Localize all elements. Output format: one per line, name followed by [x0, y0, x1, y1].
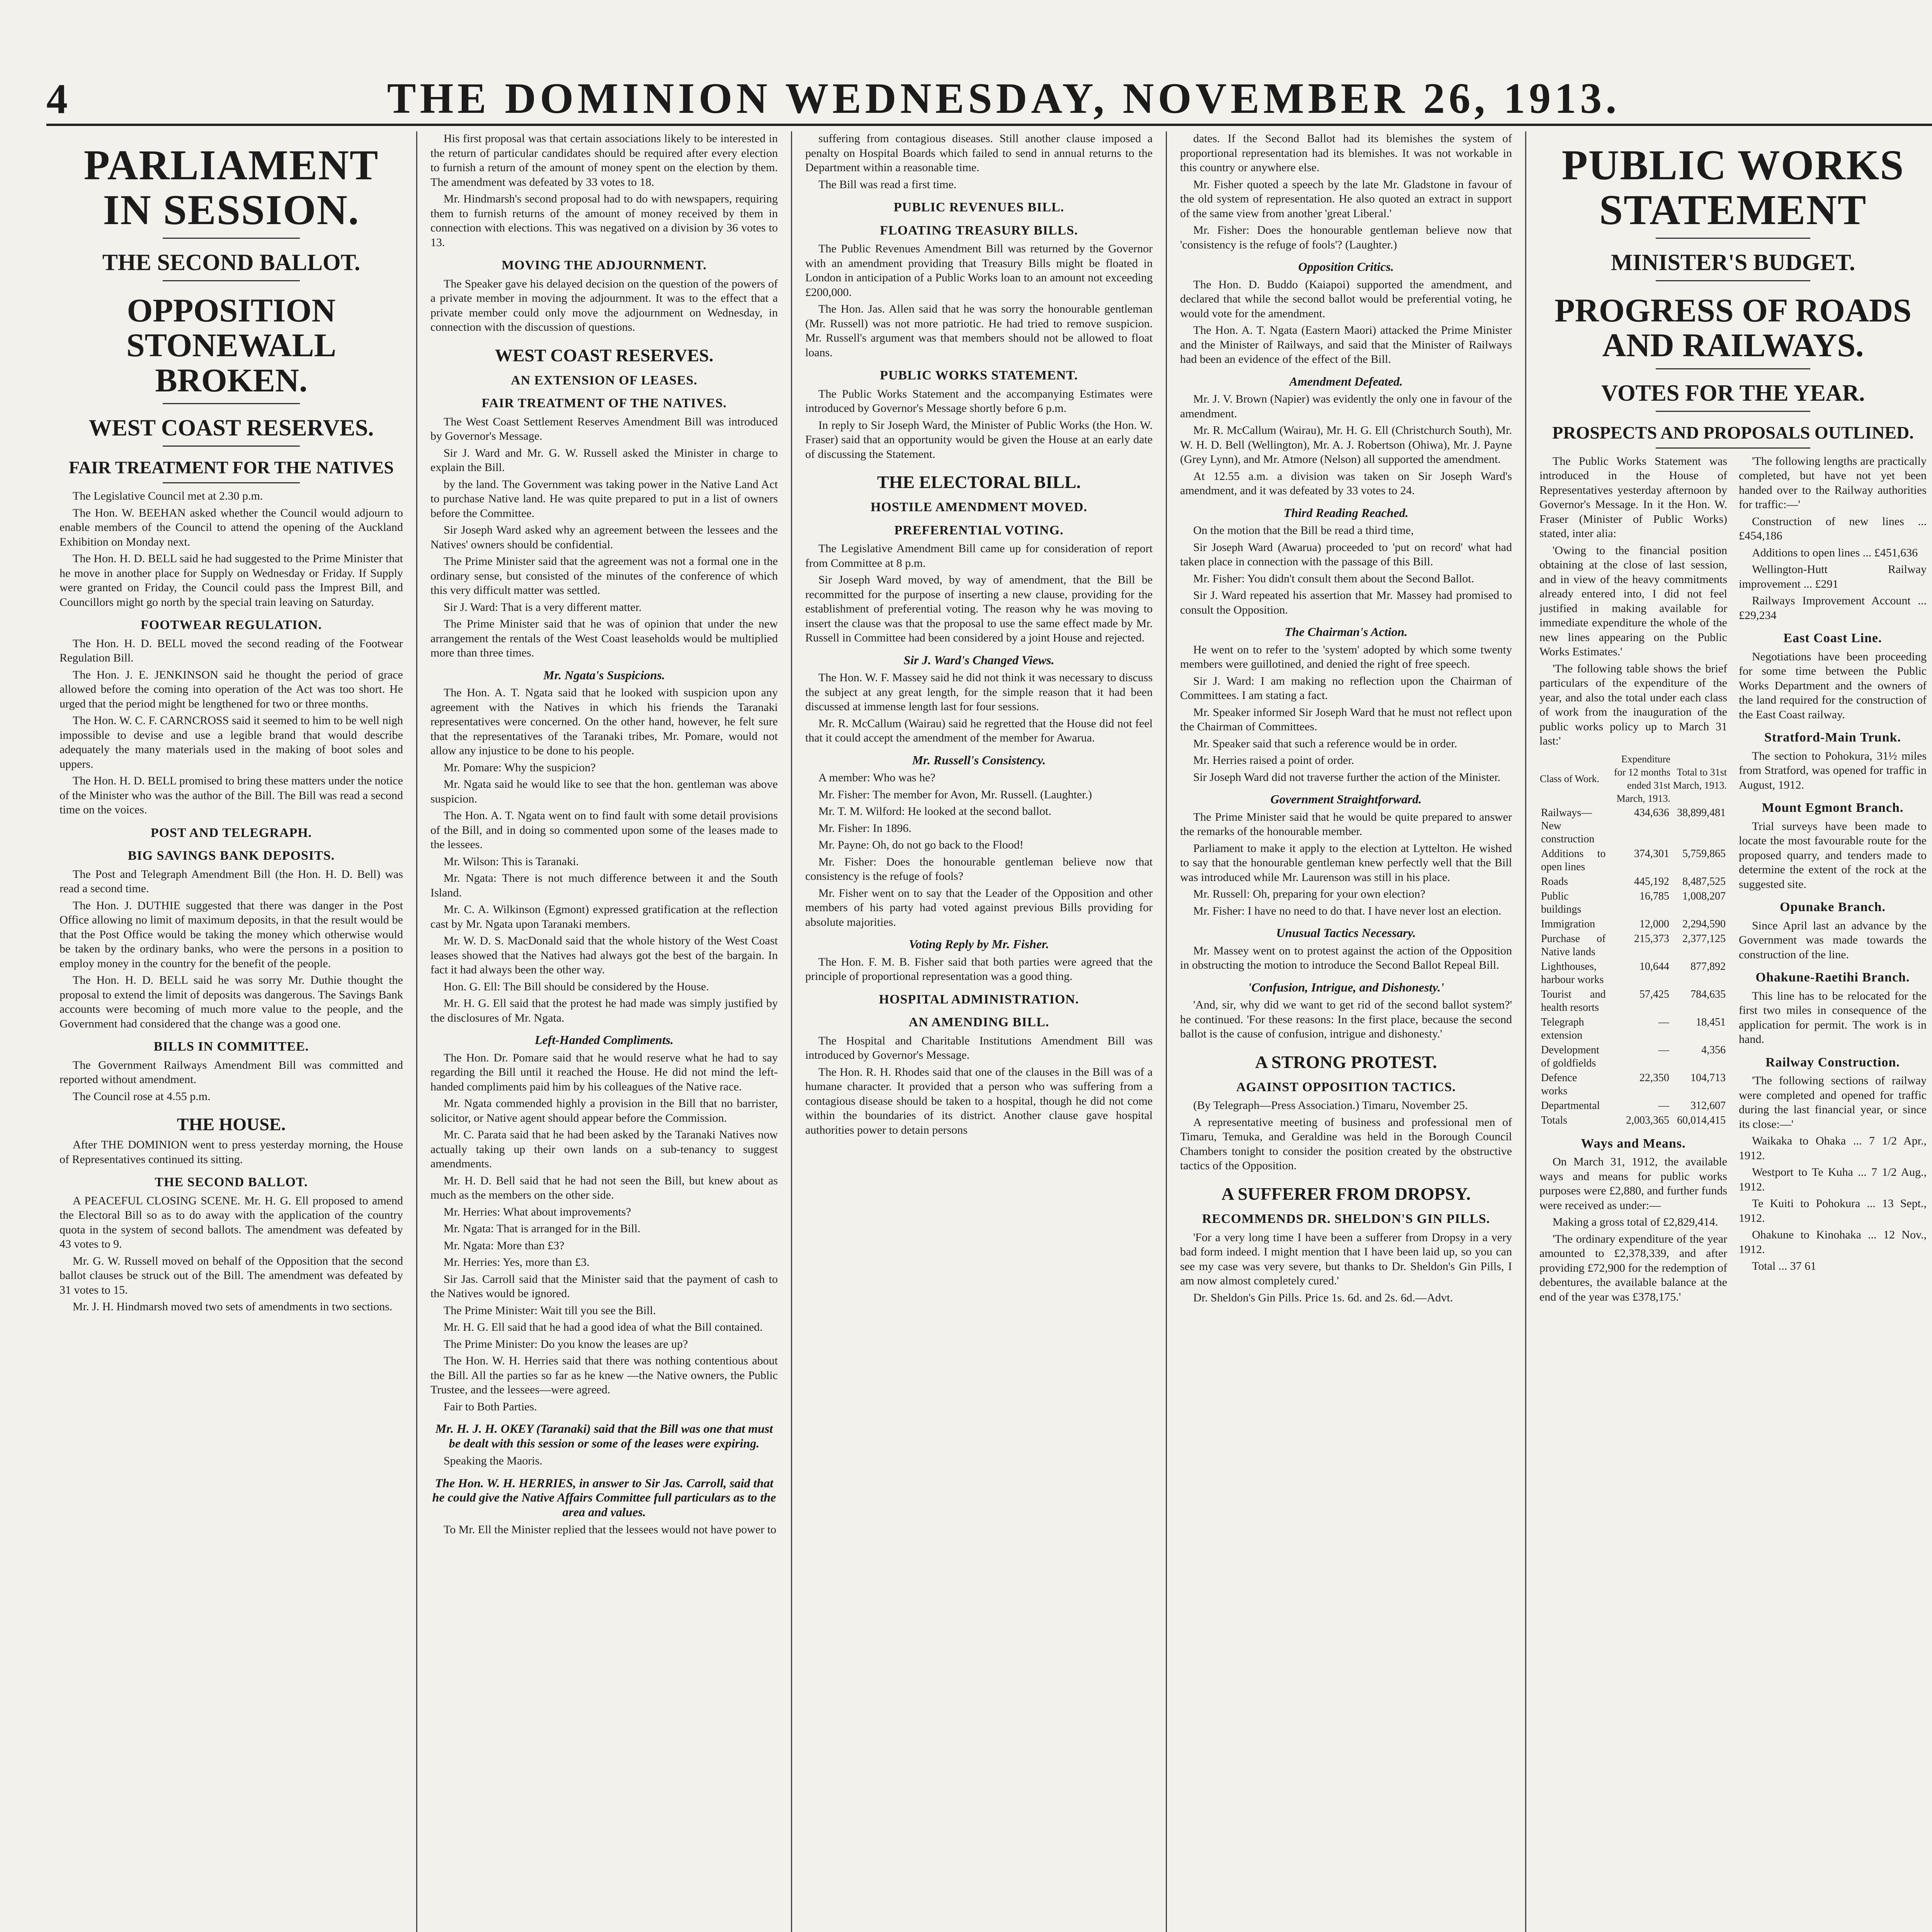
paragraph: Sir Joseph Ward (Awarua) proceeded to 'put on record' what had taken place in connection with the passage of this Bill. [1180, 541, 1512, 568]
paragraph: Sir J. Ward: That is a very different matter. [444, 600, 642, 614]
headline-strong-protest: A STRONG PROTEST. [1255, 1052, 1437, 1072]
paragraph: This line has to be relocated for the first two miles in consequence of the application for permit. The work is in hand. [1739, 989, 1927, 1046]
table-cell-amount: 2,003,365 [1626, 1114, 1669, 1126]
paragraph: The Hospital and Charitable Institutions Amendment Bill was introduced by Governor's Message. [805, 1034, 1153, 1062]
paragraph: Mr. R. McCallum (Wairau), Mr. H. G. Ell (Christchurch South), Mr. W. H. D. Bell (Wellington), Mr. A. J. Robertson (Ohiwa), Mr. J. Payne (Grey Lynn), and Mr. Atmore (Nelson) all supported the amendment. [1180, 424, 1512, 466]
paragraph: The Hon. D. Buddo (Kaiapoi) supported the amendment, and declared that while the second ballot would be preferential voting, he would vote for the amendment. [1180, 278, 1512, 320]
paragraph: The Hon. W. C. F. CARNCROSS said it seemed to him to be well nigh impossible to devise and use a legible brand that would describe adequately the many materials used in the making of boot soles and uppers. [60, 714, 403, 770]
subheading: Mr. Ngata's Suspicions. [543, 668, 665, 682]
paragraph: Making a gross total of £2,829,414. [1553, 1216, 1718, 1229]
paragraph: Mr. Wilson: This is Taranaki. [444, 855, 579, 868]
table-cell-amount: — [1658, 1099, 1669, 1112]
paragraph: Mr. C. A. Wilkinson (Egmont) expressed gratification at the reflection cast by Mr. Ngata upon Taranaki members. [430, 903, 778, 930]
divider [163, 446, 300, 447]
paragraph: In reply to Sir Joseph Ward, the Minister of Public Works (the Hon. W. Fraser) said that an opportunity would be given the House at an early date of discussing the Statement. [805, 418, 1153, 461]
paragraph: Mr. J. H. Hindmarsh moved two sets of amendments in two sections. [73, 1300, 393, 1313]
paragraph: Sir Jas. Carroll said that the Minister said that the payment of cash to the Natives would be ignored. [430, 1272, 778, 1300]
table-cell-amount: 877,892 [1690, 960, 1726, 973]
paragraph: by the land. The Government was taking power in the Native Land Act to purchase Native land. He was quite prepared to put in a list of owners before the Committee. [430, 478, 778, 520]
column-public-works [1526, 131, 1932, 1932]
table-cell-amount: 12,000 [1639, 918, 1669, 930]
paragraph: Sir J. Ward and Mr. G. W. Russell asked the Minister in charge to explain the Bill. [430, 446, 778, 474]
divider [163, 238, 300, 239]
headline-stonewall: OPPOSITION STONEWALL BROKEN. [126, 292, 337, 399]
paragraph: The Hon. Jas. Allen said that he was sorry the honourable gentleman (Mr. Russell) was not more patriotic. He had tried to remove suspicion. Mr. Russell's argument was that members should not be allowed to float loans. [805, 303, 1153, 359]
subheading: The Hon. W. H. HERRIES, in answer to Sir Jas. Carroll, said that he could give the Native Affairs Committee full particulars as to the area and values. [432, 1476, 776, 1519]
paragraph: Hon. G. Ell: The Bill should be considered by the House. [444, 980, 709, 993]
page-number: 4 [46, 75, 68, 122]
subheading: HOSPITAL ADMINISTRATION. [879, 992, 1079, 1007]
subheading: Opunake Branch. [1780, 900, 1886, 915]
headline-second-ballot: THE SECOND BALLOT. [102, 250, 361, 275]
paragraph: The Prime Minister said that he was of opinion that under the new arrangement the rentals of the West Coast leaseholds would be multiplied more than three times. [430, 617, 778, 660]
table-row [1539, 889, 1727, 917]
subheading: Mr. H. J. H. OKEY (Taranaki) said that the Bill was one that must be dealt with this session or some of the leases were expiring. [435, 1422, 773, 1450]
paragraph: Trial surveys have been made to locate the most favourable route for the proposed quarry, and tenders made to determine the extent of the rock at the suggested site. [1739, 820, 1927, 891]
paragraph: The Hon. A. T. Ngata went on to find fault with some detail provisions of the Bill, and in doing so commented upon some of the leases made to the lessees. [430, 809, 778, 851]
table-cell-amount: 2,294,590 [1682, 918, 1726, 930]
subheading: Left-Handed Compliments. [534, 1033, 674, 1047]
headline-electoral-bill: THE ELECTORAL BILL. [877, 472, 1081, 492]
paragraph: Mr. Pomare: Why the suspicion? [444, 761, 596, 774]
table-cell-amount: 1,008,207 [1682, 890, 1726, 902]
paragraph: Mr. Fisher: In 1896. [818, 821, 912, 835]
paragraph: The Hon. Dr. Pomare said that he would reserve what he had to say regarding the Bill until it reached the House. He did not mind the left-handed compliments paid him by his colleagues of the Native race. [430, 1051, 778, 1093]
paragraph: 'The following table shows the brief particulars of the expenditure of the year, and also the total under each class of work from the inauguration of the public works policy up to March 31 last:' [1539, 662, 1727, 748]
paragraph: Mr. Fisher: I have no need to do that. I have never lost an election. [1193, 904, 1502, 917]
headline-parliament: PARLIAMENT IN SESSION. [83, 141, 379, 233]
newspaper-title: THE DOMINION WEDNESDAY, NOVEMBER 26, 1913. [387, 75, 1621, 122]
subheading: AN EXTENSION OF LEASES. [511, 373, 697, 388]
paragraph: Mr. H. G. Ell said that he had a good idea of what the Bill contained. [444, 1321, 763, 1334]
table-cell-class: Telegraph extension [1541, 1016, 1584, 1041]
paragraph: He went on to refer to the 'system' adopted by which some twenty members were guillotined, and denied the right of free speech. [1180, 643, 1512, 670]
paragraph: Westport to Te Kuha ... 7 1/2 Aug., 1912. [1739, 1166, 1927, 1193]
table-row [1539, 874, 1727, 889]
paragraph: Sir J. Ward: I am making no reflection upon the Chairman of Committees. I am stating a fact. [1180, 674, 1512, 702]
table-cell-amount: 22,350 [1639, 1071, 1669, 1084]
paragraph: Mr. C. Parata said that he had been asked by the Taranaki Natives now actually taking up their own lands on a sub-tenancy to suggest amendments. [430, 1128, 778, 1170]
subheading: Ohakune-Raetihi Branch. [1755, 970, 1910, 985]
paragraph: Railways Improvement Account ... £29,234 [1739, 594, 1927, 622]
paragraph: Mr. Ngata: More than £3? [444, 1239, 565, 1252]
paragraph: The Prime Minister: Wait till you see the Bill. [444, 1304, 656, 1317]
paragraph: (By Telegraph—Press Association.) Timaru, November 25. [1193, 1099, 1468, 1112]
headline-west-coast: WEST COAST RESERVES. [88, 415, 374, 440]
paragraph: Mr. Ngata: That is arranged for in the Bill. [444, 1222, 641, 1235]
subheading: BILLS IN COMMITTEE. [153, 1039, 309, 1054]
paragraph: Ohakune to Kinohaka ... 12 Nov., 1912. [1739, 1228, 1927, 1256]
table-cell-class: Purchase of Native lands [1541, 932, 1606, 958]
subheading: The Chairman's Action. [1284, 625, 1408, 639]
paragraph: Mr. Speaker said that such a reference would be in order. [1193, 737, 1458, 750]
subheading: Sir J. Ward's Changed Views. [903, 653, 1054, 667]
paragraph: 'For a very long time I have been a sufferer from Dropsy in a very bad form indeed. I might mention that I have been laid up, so you can see my case was very severe, but thanks to Dr. Sheldon's Gin Pills, I am now almost completely cured.' [1180, 1231, 1512, 1287]
subheading: AGAINST OPPOSITION TACTICS. [1236, 1080, 1456, 1094]
works-left [1539, 454, 1727, 1307]
paragraph: Te Kuiti to Pohokura ... 13 Sept., 1912. [1739, 1197, 1927, 1225]
paragraph: The Post and Telegraph Amendment Bill (the Hon. H. D. Bell) was read a second time. [60, 867, 403, 895]
works-body [1539, 454, 1927, 1307]
paragraph: Construction of new lines ... £454,186 [1739, 515, 1927, 543]
paragraph: The Hon. H. D. BELL said he had suggested to the Prime Minister that he move in another place for Supply on Wednesday or Friday. If Supply were granted on Friday, the Council could pass the Imprest Bill, and Councillors might go north by the special train leaving on Saturday. [60, 552, 403, 609]
table-row [1539, 1113, 1727, 1128]
paragraph: Fair to Both Parties. [444, 1400, 537, 1413]
paragraph: Sir Joseph Ward moved, by way of amendment, that the Bill be recommitted for the purpose of inserting a new clause, providing for the establishment of preferential voting. The reason why he was moving to insert the clause was that the proposal to use the same effect made by Mr. Russell in Committee had been considered by a joint House and rejected. [805, 573, 1153, 645]
paragraph: The Prime Minister said that the agreement was not a formal one in the ordinary sense, but consisted of the minutes of the conference of which this very difficult matter was settled. [430, 555, 778, 597]
headline-dropsy-advert: A SUFFERER FROM DROPSY. [1221, 1184, 1471, 1204]
paragraph: The Hon. A. T. Ngata said that he looked with suspicion upon any agreement with the Natives in which his friends the Taranaki representatives were concerned. On the other hand, however, he felt sure that the representatives of the Taranaki tribes, Mr. Pomare, would not allow any injustice to be done to his people. [430, 686, 778, 757]
paragraph: The Bill was read a first time. [818, 178, 957, 191]
paragraph: Since April last an advance by the Government was made towards the construction of the line. [1739, 919, 1927, 961]
table-cell-amount: 4,356 [1701, 1044, 1726, 1056]
paragraph: Mr. Payne: Oh, do not go back to the Flood! [818, 838, 1024, 852]
headline-votes: VOTES FOR THE YEAR. [1601, 380, 1865, 406]
paragraph: The Hon. J. DUTHIE suggested that there was danger in the Post Office allowing no limit of maximum deposits, in that the result would be that the Post Office would be taking the money which otherwise would be taken by the ordinary banks, who were the persons in a position to employ money in the country for the benefit of the people. [60, 899, 403, 970]
subheading: BIG SAVINGS BANK DEPOSITS. [128, 849, 335, 863]
headline-west-coast-reserves: WEST COAST RESERVES. [495, 345, 714, 365]
table-row [1539, 847, 1727, 874]
paragraph: The Legislative Amendment Bill came up for consideration of report from Committee at 8 p.m. [805, 542, 1153, 570]
paragraph: The Hon. W. H. Herries said that there was nothing contentious about the Bill. All the parties so far as he knew —the Native owners, the Public Trustee, and the lessees—were agreed. [430, 1354, 778, 1396]
paragraph: The Public Revenues Amendment Bill was returned by the Governor with an amendment providing that Treasury Bills might be floated in London in anticipation of a Public Works loan to an amount not exceeding £200,000. [805, 242, 1153, 299]
paragraph: The Hon. J. E. JENKINSON said he thought the period of grace allowed before the coming into operation of the Act was too short. He urged that the period might be lengthened for two or three months. [60, 668, 403, 710]
paragraph: dates. If the Second Ballot had its blemishes the system of proportional representation had its blemishes. It was not workable in this country or anywhere else. [1180, 132, 1512, 174]
table-cell-amount: 16,785 [1639, 890, 1669, 902]
table-row [1539, 1071, 1727, 1099]
paragraph: Mr. Ngata said he would like to see that the hon. gentleman was above suspicion. [430, 778, 778, 805]
table-row [1539, 1099, 1727, 1113]
paragraph: His first proposal was that certain associations likely to be interested in the return of particular candidates should be required after every election to furnish a return of the amount of money spent on the election by them. The amendment was defeated by 33 votes to 18. [430, 132, 778, 189]
table-row [1539, 806, 1727, 847]
subheading: PUBLIC WORKS STATEMENT. [880, 368, 1078, 383]
table-cell-class: Public buildings [1541, 890, 1582, 915]
paragraph: Total ... 37 61 [1752, 1260, 1816, 1273]
paragraph: Mr. Ngata commended highly a provision in the Bill that no barrister, solicitor, or Native agent should appear before the Commission. [430, 1097, 778, 1124]
paragraph: The Government Railways Amendment Bill was committed and reported without amendment. [60, 1058, 403, 1086]
table-body [1539, 806, 1727, 1128]
column-parliament [46, 131, 417, 1932]
table-cell-amount: 8,487,525 [1682, 875, 1726, 888]
paragraph: A representative meeting of business and professional men of Timaru, Temuka, and Geraldine was held in the Borough Council Chambers tonight to consider the position created by the obstructive tactics of the Opposition. [1180, 1116, 1512, 1172]
paragraph: The Council rose at 4.55 p.m. [73, 1090, 211, 1103]
table-cell-class: Development of goldfields [1541, 1044, 1599, 1069]
paragraph: Dr. Sheldon's Gin Pills. Price 1s. 6d. and 2s. 6d.—Advt. [1193, 1291, 1453, 1304]
divider [1656, 280, 1811, 281]
headline-fair-treatment: FAIR TREATMENT FOR THE NATIVES [69, 457, 394, 477]
table-cell-amount: 57,425 [1639, 988, 1669, 1000]
table-cell-class: Railways—New construction [1541, 806, 1595, 845]
table-cell-amount: 374,301 [1634, 847, 1669, 860]
subheading: Amendment Defeated. [1289, 374, 1403, 388]
subheading: Opposition Critics. [1298, 260, 1394, 274]
subheading: PUBLIC REVENUES BILL. [893, 200, 1065, 214]
table-row [1539, 932, 1727, 959]
subheading: RECOMMENDS DR. SHELDON'S GIN PILLS. [1202, 1212, 1490, 1226]
paragraph: Mr. Fisher went on to say that the Leader of the Opposition and other members of his party had voted against previous Bills providing for absolute majorities. [805, 886, 1153, 929]
paragraph: The Hon. H. D. BELL moved the second reading of the Footwear Regulation Bill. [60, 637, 403, 665]
paragraph: The Hon. F. M. B. Fisher said that both parties were agreed that the principle of proportional representation was a good thing. [805, 955, 1153, 983]
divider [1656, 411, 1811, 412]
table-cell-amount: — [1658, 1016, 1669, 1028]
table-cell-amount: 445,192 [1634, 875, 1669, 888]
paragraph: The Legislative Council met at 2.30 p.m. [73, 490, 263, 503]
subheading: MOVING THE ADJOURNMENT. [502, 258, 707, 272]
paragraph: The Speaker gave his delayed decision on the question of the powers of a private member in moving the adjournment. It was to the effect that a private member could only move the adjournment on Wednesday, in connection with the discussion of questions. [430, 277, 778, 333]
paragraph: Parliament to make it apply to the election at Lyttelton. He wished to say that the honourable gentleman knew perfectly well that the Bill was introduced while Mr. Laurenson was still in his place. [1180, 842, 1512, 884]
table-cell-class: Departmental [1541, 1099, 1600, 1112]
table-header: Class of Work. [1540, 773, 1600, 784]
subheading: HOSTILE AMENDMENT MOVED. [871, 500, 1087, 515]
paragraph: Wellington-Hutt Railway improvement ... £291 [1739, 563, 1927, 590]
paragraph: Mr. Massey went on to protest against the action of the Opposition in obstructing the motion to introduce the Second Ballot Repeal Bill. [1180, 944, 1512, 971]
table-cell-amount: 104,713 [1690, 1071, 1726, 1084]
paragraph: Mr. Hindmarsh's second proposal had to do with newspapers, requiring them to furnish returns of the amount of money received by them in connection with elections. This was negatived on a division by 36 votes to 13. [430, 192, 778, 249]
subheading: FAIR TREATMENT OF THE NATIVES. [481, 396, 727, 411]
paragraph: A member: Who was he? [818, 771, 935, 784]
paragraph: After THE DOMINION went to press yesterday morning, the House of Representatives continued its sitting. [60, 1138, 403, 1166]
paragraph: The Hon. W. F. Massey said he did not think it was necessary to discuss the subject at any great length, for the simple reason that it had been discussed at immense length last for four sessions. [805, 671, 1153, 713]
paragraph: The section to Pohokura, 31½ miles from Stratford, was opened for traffic in August, 1912. [1739, 749, 1927, 791]
paragraph: Mr. Fisher quoted a speech by the late Mr. Gladstone in favour of the old system of representation. He also quoted an extract in support of the same view from another 'great Liberal.' [1180, 178, 1512, 220]
paragraph: Additions to open lines ... £451,636 [1752, 546, 1918, 559]
paragraph: Mr. Herries raised a point of order. [1193, 754, 1354, 767]
subheading: Mr. Russell's Consistency. [912, 753, 1046, 767]
table-cell-class: Immigration [1541, 918, 1595, 930]
masthead [46, 70, 1932, 126]
paragraph: The Prime Minister: Do you know the leases are up? [444, 1337, 688, 1350]
divider [163, 403, 300, 404]
table-cell-class: Tourist and health resorts [1541, 988, 1606, 1014]
paragraph: Mr. Fisher: You didn't consult them about the Second Ballot. [1193, 572, 1475, 585]
table-header: Total to 31st March, 1913. [1673, 766, 1727, 791]
subheading: THE SECOND BALLOT. [155, 1175, 308, 1190]
paragraph: Mr. H. G. Ell said that the protest he had made was simply justified by the disclosures of Mr. Ngata. [430, 997, 778, 1024]
paragraph: Speaking the Maoris. [444, 1454, 543, 1468]
divider [163, 482, 300, 483]
table-cell-amount: 312,607 [1690, 1099, 1726, 1112]
headline-roads-railways: PROGRESS OF ROADS AND RAILWAYS. [1554, 292, 1912, 364]
paragraph: A PEACEFUL CLOSING SCENE. Mr. H. G. Ell proposed to amend the Electoral Bill so as to do away with the application of the country quota in the system of second ballots. The amendment was defeated by 43 votes to 9. [60, 1194, 403, 1251]
paragraph: Mr. Fisher: Does the honourable gentleman believe now that consistency is the refuge of fools? [805, 855, 1153, 883]
divider [163, 280, 300, 281]
column-four [1167, 131, 1526, 1932]
paragraph: Mr. Herries: Yes, more than £3. [444, 1256, 590, 1269]
subheading: Third Reading Reached. [1284, 505, 1408, 520]
subheading: East Coast Line. [1783, 631, 1882, 646]
paragraph: 'The following sections of railway were completed and opened for traffic during the last financial year, or since its close:—' [1739, 1074, 1927, 1131]
paragraph: suffering from contagious diseases. Still another clause imposed a penalty on Hospital Boards which failed to send in annual returns to the Department within a reasonable time. [805, 132, 1153, 174]
subheading: FOOTWEAR REGULATION. [141, 618, 322, 633]
paragraph: The Hon. H. D. BELL promised to bring these matters under the notice of the Minister who was the author of the Bill. The Bill was read a second time on the voices. [60, 774, 403, 816]
subheading: Mount Egmont Branch. [1762, 801, 1904, 815]
paragraph: The Public Works Statement was introduced in the House of Representatives yesterday afternoon by Governor's Message. In it the Hon. W. Fraser (Minister of Public Works) stated, inter alia: [1539, 454, 1727, 540]
paragraph: Mr. G. W. Russell moved on behalf of the Opposition that the second ballot clauses be struck out of the Bill. The amendment was defeated by 31 votes to 15. [60, 1254, 403, 1296]
table-cell-amount: 215,373 [1634, 932, 1669, 945]
table-cell-class: Additions to open lines [1541, 847, 1606, 873]
subheading: Government Straightforward. [1270, 792, 1422, 806]
table-row [1539, 1043, 1727, 1071]
table-row [1539, 1015, 1727, 1043]
divider [1656, 238, 1811, 239]
paragraph: The West Coast Settlement Reserves Amendment Bill was introduced by Governor's Message. [430, 415, 778, 443]
paragraph: Mr. W. D. S. MacDonald said that the whole history of the West Coast leases showed that the Natives had always got the best of the bargain. In fact it had always been the other way. [430, 934, 778, 976]
paragraph: The Hon. R. H. Rhodes said that one of the clauses in the Bill was of a humane character. It provided that a person who was suffering from a contagious disease should be taken to a hospital, though he did not come within the boundaries of its district. Another clause gave hospital authorities power to detain persons [805, 1065, 1153, 1136]
paragraph: Mr. Russell: Oh, preparing for your own election? [1193, 888, 1425, 900]
paragraph: On the motion that the Bill be read a third time, [1193, 524, 1414, 537]
table-cell-class: Totals [1541, 1114, 1568, 1126]
table-header-row [1539, 752, 1727, 806]
table-cell-amount: 38,899,481 [1677, 806, 1726, 819]
headline-the-house: THE HOUSE. [177, 1114, 286, 1134]
paragraph: The Hon. A. T. Ngata (Eastern Maori) attacked the Prime Minister and the Minister of Railways, and said that the Minister of Railways had been an evidence of the effect of the Bill. [1180, 324, 1512, 366]
paragraph: At 12.55 a.m. a division was taken on Sir Joseph Ward's amendment, and it was defeated by 33 votes to 24. [1180, 469, 1512, 497]
paragraph: The Hon. W. BEEHAN asked whether the Council would adjourn to enable members of the Council to attend the opening of the Auckland Exhibition on Monday next. [60, 506, 403, 548]
paragraph: The Prime Minister said that he would be quite prepared to answer the remarks of the honourable member. [1180, 810, 1512, 838]
subheading: 'Confusion, Intrigue, and Dishonesty.' [1248, 980, 1444, 994]
paragraph: The Public Works Statement and the accompanying Estimates were introduced by Governor's Message shortly before 6 p.m. [805, 387, 1153, 415]
subheading: Stratford-Main Trunk. [1764, 730, 1901, 745]
paragraph: 'The ordinary expenditure of the year amounted to £2,378,339, and after providing £72,900 for the redemption of debentures, the available balance at the end of the year was £378,175.' [1539, 1232, 1727, 1303]
paragraph: Mr. T. M. Wilford: He looked at the second ballot. [818, 805, 1051, 818]
paragraph: Sir Joseph Ward asked why an agreement between the lessees and the Natives' owners should be confidential. [430, 524, 778, 551]
table-cell-amount: 5,759,865 [1682, 847, 1726, 860]
works-right [1739, 454, 1927, 1307]
paragraph: On March 31, 1912, the available ways and means for public works purposes were £2,880, and further funds were received as under:— [1539, 1155, 1727, 1212]
paragraph: 'The following lengths are practically completed, but have not yet been handed over to the Railway authorities for traffic:—' [1739, 454, 1927, 511]
headline-ministers-budget: MINISTER'S BUDGET. [1611, 250, 1855, 275]
table-cell-class: Defence works [1541, 1071, 1577, 1097]
subheading: PREFERENTIAL VOTING. [894, 523, 1064, 537]
paragraph: Mr. Fisher: Does the honourable gentleman believe now that 'consistency is the refuge of fools'? (Laughter.) [1180, 224, 1512, 251]
subheading: Railway Construction. [1765, 1055, 1900, 1070]
table-cell-amount: 18,451 [1696, 1016, 1726, 1028]
subheading: AN AMENDING BILL. [908, 1015, 1049, 1030]
column-two [417, 131, 792, 1932]
subheading: Unusual Tactics Necessary. [1276, 926, 1416, 940]
paragraph: Mr. Ngata: There is not much difference between it and the South Island. [430, 872, 778, 899]
table-row [1539, 959, 1727, 987]
table-row [1539, 917, 1727, 932]
paragraph: To Mr. Ell the Minister replied that the lessees would not have power to [444, 1523, 777, 1536]
table-cell-amount: 784,635 [1690, 988, 1726, 1000]
paragraph: Waikaka to Ohaka ... 7 1/2 Apr., 1912. [1739, 1134, 1927, 1162]
table-cell-class: Roads [1541, 875, 1568, 888]
paragraph: Negotiations have been proceeding for some time between the Public Works Department and the owners of the land required for the construction of the East Coast railway. [1739, 650, 1927, 721]
paragraph: Mr. Herries: What about improvements? [444, 1205, 631, 1218]
table-row [1539, 987, 1727, 1015]
headline-prospects: PROSPECTS AND PROPOSALS OUTLINED. [1552, 422, 1914, 442]
column-three [792, 131, 1167, 1932]
divider [1656, 447, 1811, 449]
subheading: POST AND TELEGRAPH. [150, 825, 312, 840]
subheading: FLOATING TREASURY BILLS. [880, 223, 1078, 238]
paragraph: Sir J. Ward repeated his assertion that Mr. Massey had promised to consult the Opposition. [1180, 589, 1512, 616]
paragraph: Mr. Fisher: The member for Avon, Mr. Russell. (Laughter.) [818, 788, 1092, 801]
paragraph: Sir Joseph Ward did not traverse further the action of the Minister. [1193, 770, 1501, 784]
table-cell-amount: 60,014,415 [1677, 1114, 1726, 1126]
paragraph: Mr. R. McCallum (Wairau) said he regretted that the House did not feel that it could accept the amendment of the member for Awarua. [805, 717, 1153, 745]
table-header: Expenditure for 12 months ended 31st March, 1913. [1614, 753, 1670, 804]
table-cell-amount: 434,636 [1634, 806, 1669, 819]
table-cell-amount: 10,644 [1639, 960, 1669, 973]
table-cell-class: Lighthouses, harbour works [1541, 960, 1604, 986]
divider [1656, 368, 1811, 369]
paragraph: 'Owing to the financial position obtaining at the close of last session, and in view of the heavy commitments already entered into, I did not feel justified in making available for immediate expenditure the whole of the new lines appearing on the Public Works Estimates.' [1539, 544, 1727, 658]
subheading: Ways and Means. [1581, 1136, 1686, 1151]
paragraph: 'And, sir, why did we want to get rid of the second ballot system?' he continued. 'For these reasons: In the first place, because the second ballot is the cause of confusion, intrigue and dishonesty.' [1180, 998, 1512, 1040]
headline-public-works: PUBLIC WORKS STATEMENT [1561, 141, 1905, 233]
table-cell-amount: — [1658, 1044, 1669, 1056]
paragraph: Mr. H. D. Bell said that he had not seen the Bill, but knew about as much as the members on the other side. [430, 1174, 778, 1202]
paragraph: The Hon. H. D. BELL said he was sorry Mr. Duthie thought the proposal to extend the limit of deposits was dangerous. The Savings Bank accounts were becoming of much more value to the people, and the Government had considered that the change was a good one. [60, 974, 403, 1030]
expenditure-table [1539, 752, 1727, 1128]
paragraph: Mr. Speaker informed Sir Joseph Ward that he must not reflect upon the Chairman of Committees. [1180, 706, 1512, 733]
table-cell-amount: 2,377,125 [1682, 932, 1726, 945]
subheading: Voting Reply by Mr. Fisher. [909, 937, 1049, 951]
paragraph: Mr. J. V. Brown (Napier) was evidently the only one in favour of the amendment. [1180, 393, 1512, 420]
